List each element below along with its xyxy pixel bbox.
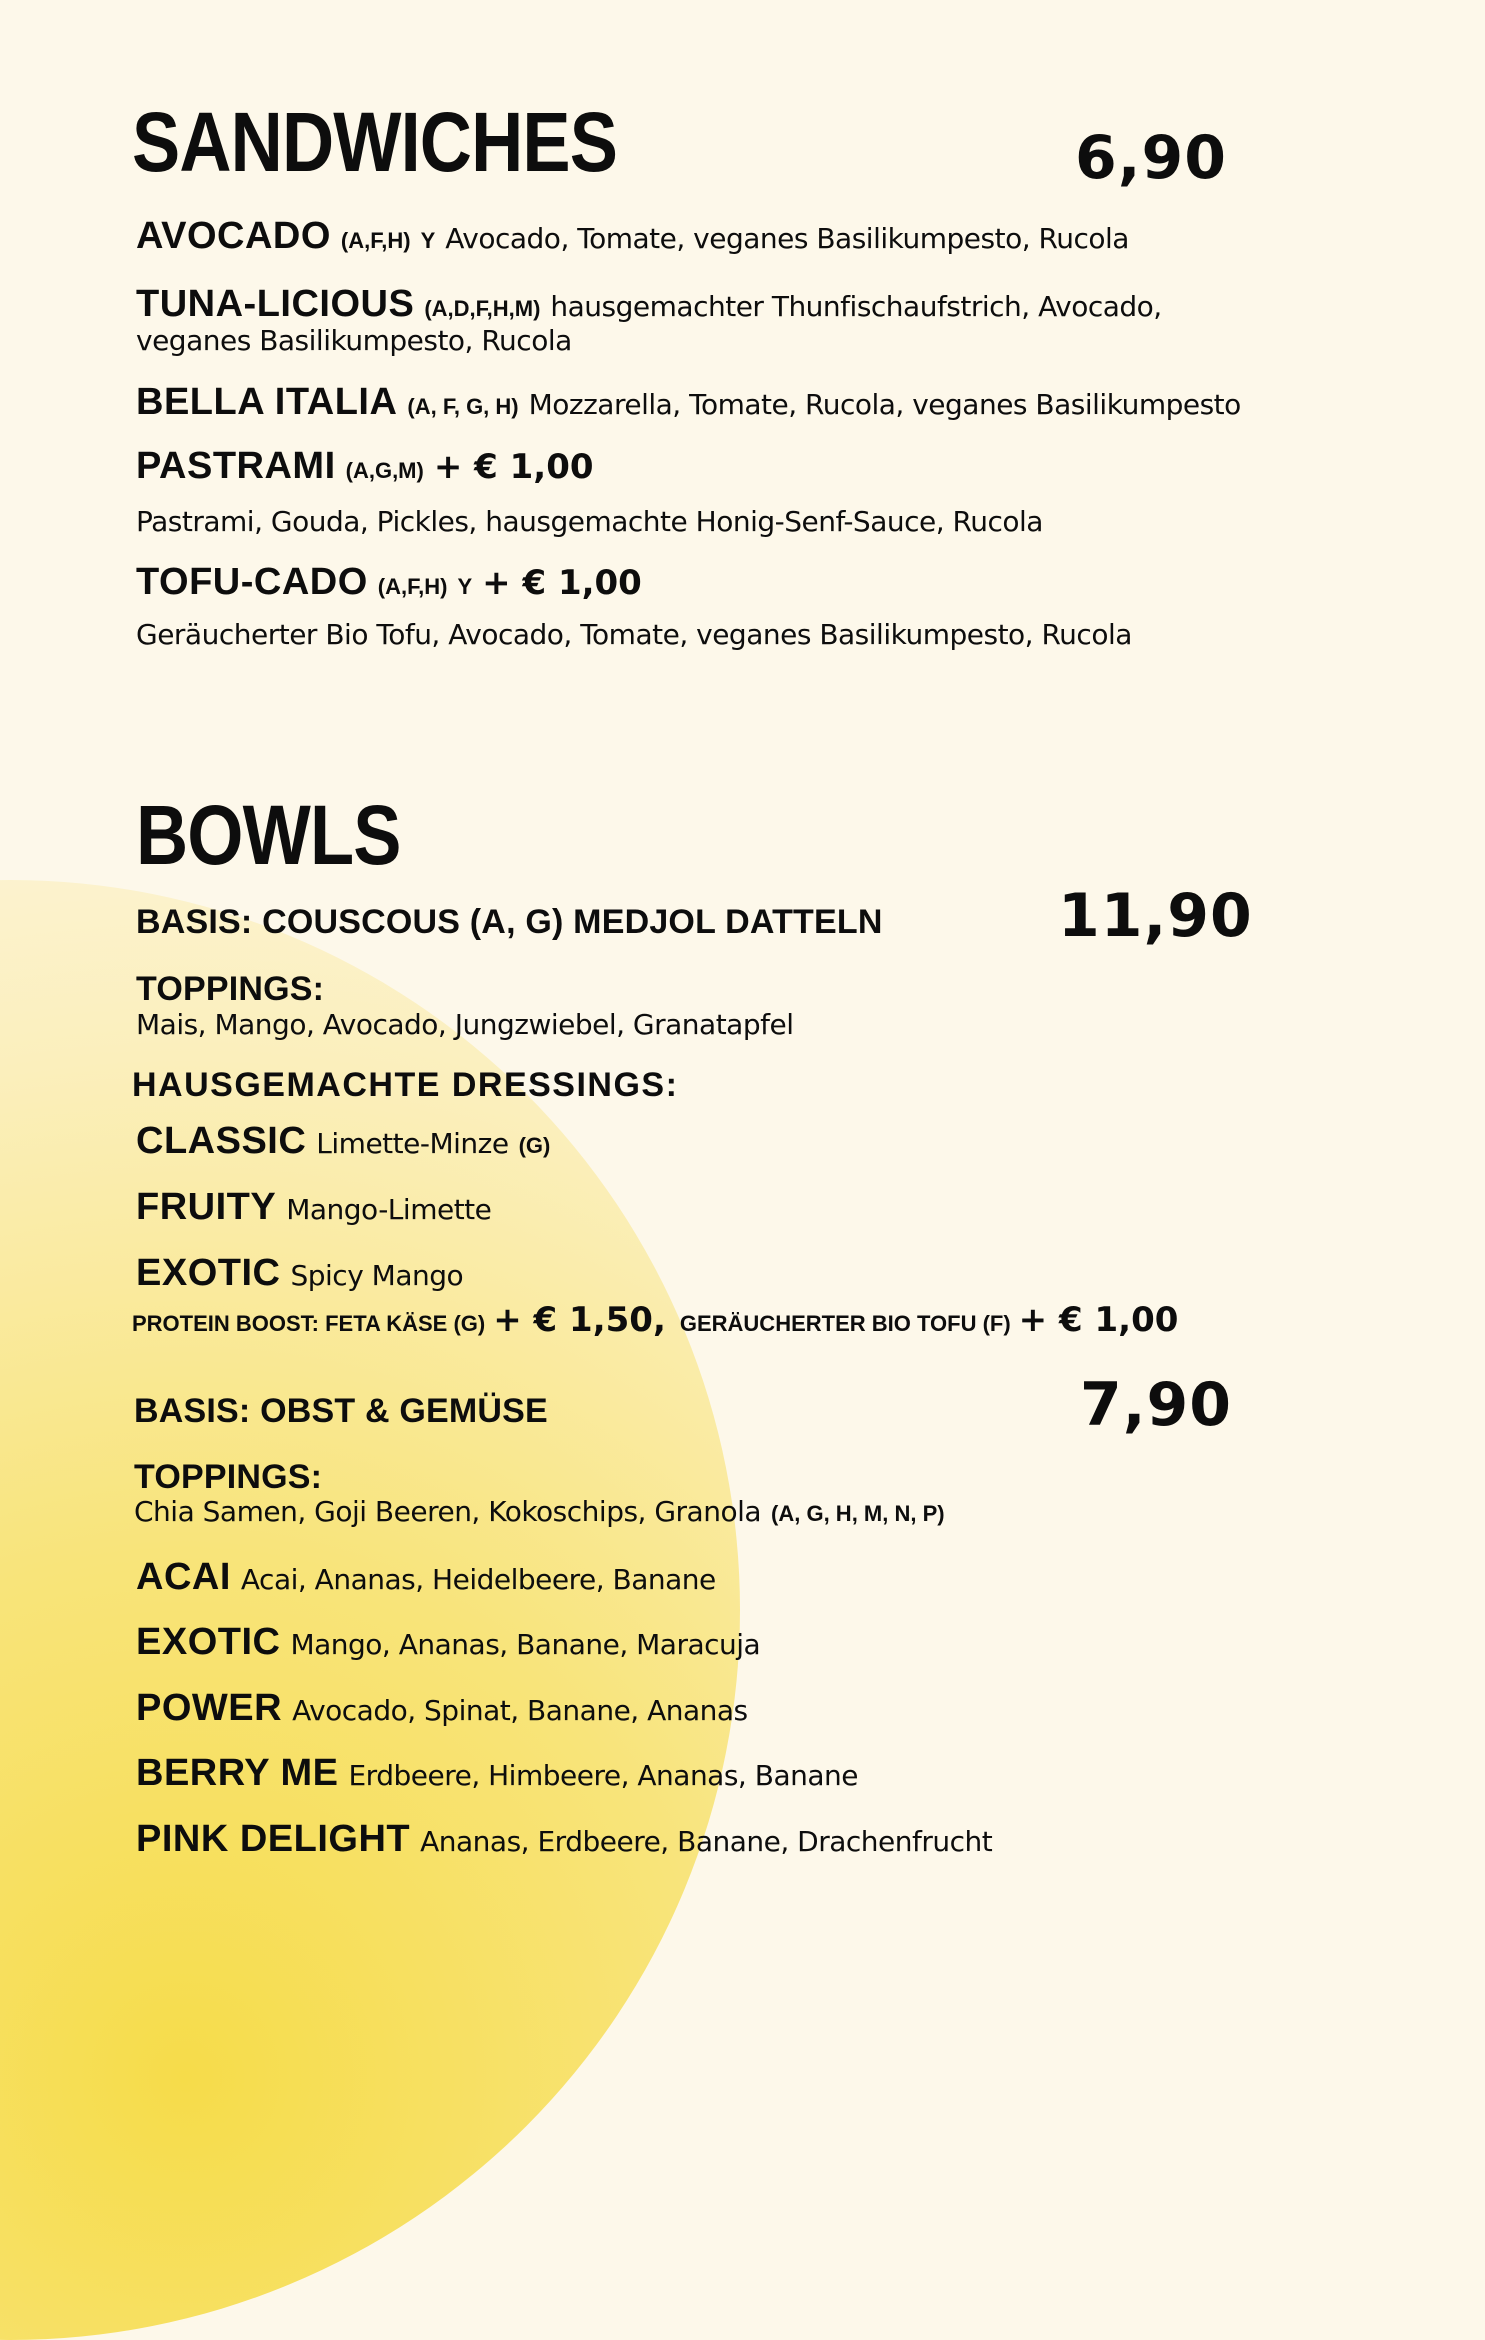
toppings-list: Mais, Mango, Avocado, Jungzwiebel, Granatapfel [136, 1008, 794, 1041]
item-name: AVOCADO [136, 215, 331, 257]
item-allergens: (A,F,H) [377, 574, 448, 599]
item-name: TOFU-CADO [136, 561, 368, 603]
sandwich-item [136, 285, 1162, 324]
sandwich-item [136, 563, 642, 603]
item-name: TUNA-LICIOUS [136, 283, 415, 325]
toppings-list: Chia Samen, Goji Beeren, Kokoschips, Granola [134, 1495, 762, 1528]
dressing-name: EXOTIC [136, 1252, 281, 1294]
item-surcharge: + € 1,00 [482, 563, 642, 603]
bowl-name: EXOTIC [136, 1621, 281, 1663]
item-surcharge: + € 1,00 [433, 447, 594, 487]
item-description: hausgemachter Thunfischaufstrich, Avocado, [550, 290, 1162, 323]
bowl-description: Ananas, Erdbeere, Banane, Drachenfrucht [420, 1825, 993, 1858]
item-allergens: (A,F,H) [340, 228, 411, 253]
sandwich-item [136, 447, 594, 487]
dressing-item [136, 1188, 491, 1227]
dressing-name: CLASSIC [136, 1120, 307, 1162]
toppings-line [134, 1495, 945, 1529]
item-description: Avocado, Tomate, veganes Basilikumpesto, Rucola [445, 222, 1129, 255]
item-name: PASTRAMI [136, 445, 336, 487]
toppings-label: TOPPINGS: [134, 1458, 323, 1496]
item-name: BELLA ITALIA [136, 381, 398, 423]
bowl-name: PINK DELIGHT [136, 1818, 411, 1860]
fruit-price: 7,90 [1080, 1370, 1233, 1440]
couscous-basis: BASIS: COUSCOUS (A, G) MEDJOL DATTELN [136, 903, 883, 941]
sandwich-item [136, 383, 1241, 422]
bowl-name: ACAI [136, 1556, 231, 1598]
dressing-name: FRUITY [136, 1186, 277, 1228]
protein-boost-price: + € 1,50, [493, 1300, 666, 1340]
bowl-item [136, 1689, 748, 1728]
couscous-price: 11,90 [1058, 881, 1253, 951]
sandwich-item [136, 217, 1129, 256]
item-description: Pastrami, Gouda, Pickles, hausgemachte Honig-Senf-Sauce, Rucola [136, 505, 1043, 538]
dressing-description: Mango-Limette [286, 1193, 492, 1226]
bowl-name: BERRY ME [136, 1752, 339, 1794]
bowl-description: Avocado, Spinat, Banane, Ananas [292, 1694, 748, 1727]
fruit-basis: BASIS: OBST & GEMÜSE [134, 1392, 548, 1430]
dressing-allergens: (G) [518, 1133, 551, 1158]
dressings-label: HAUSGEMACHTE DRESSINGS: [132, 1066, 679, 1104]
item-description: Mozzarella, Tomate, Rucola, veganes Basilikumpesto [528, 388, 1241, 421]
dressing-description: Limette-Minze [316, 1127, 509, 1160]
item-description-line2: veganes Basilikumpesto, Rucola [136, 324, 572, 357]
sandwiches-price: 6,90 [1075, 123, 1228, 193]
bowl-item [136, 1820, 992, 1859]
bowls-title: BOWLS [136, 788, 401, 882]
protein-boost-label: PROTEIN BOOST: FETA KÄSE (G) [132, 1311, 486, 1336]
bowl-description: Mango, Ananas, Banane, Maracuja [290, 1628, 761, 1661]
dressing-item [136, 1254, 463, 1293]
bowl-item [136, 1623, 760, 1662]
tofu-label: GERÄUCHERTER BIO TOFU (F) [679, 1311, 1011, 1336]
dressing-description: Spicy Mango [290, 1259, 464, 1292]
toppings-allergens: (A, G, H, M, N, P) [771, 1501, 945, 1526]
bowl-item [136, 1754, 858, 1793]
vegan-icon: Y [420, 228, 436, 253]
item-allergens: (A, F, G, H) [407, 394, 519, 419]
bowl-item [136, 1558, 716, 1597]
sandwiches-title: SANDWICHES [132, 95, 618, 189]
protein-boost-line [132, 1300, 1178, 1340]
bowl-name: POWER [136, 1687, 283, 1729]
item-allergens: (A,D,F,H,M) [424, 296, 541, 321]
item-allergens: (A,G,M) [345, 458, 424, 483]
bowl-description: Erdbeere, Himbeere, Ananas, Banane [348, 1759, 858, 1792]
toppings-label: TOPPINGS: [136, 970, 325, 1008]
tofu-price: + € 1,00 [1018, 1300, 1179, 1340]
dressing-item [136, 1122, 550, 1161]
item-description: Geräucherter Bio Tofu, Avocado, Tomate, veganes Basilikumpesto, Rucola [136, 618, 1132, 651]
bowl-description: Acai, Ananas, Heidelbeere, Banane [240, 1563, 716, 1596]
vegan-icon: Y [457, 574, 473, 599]
